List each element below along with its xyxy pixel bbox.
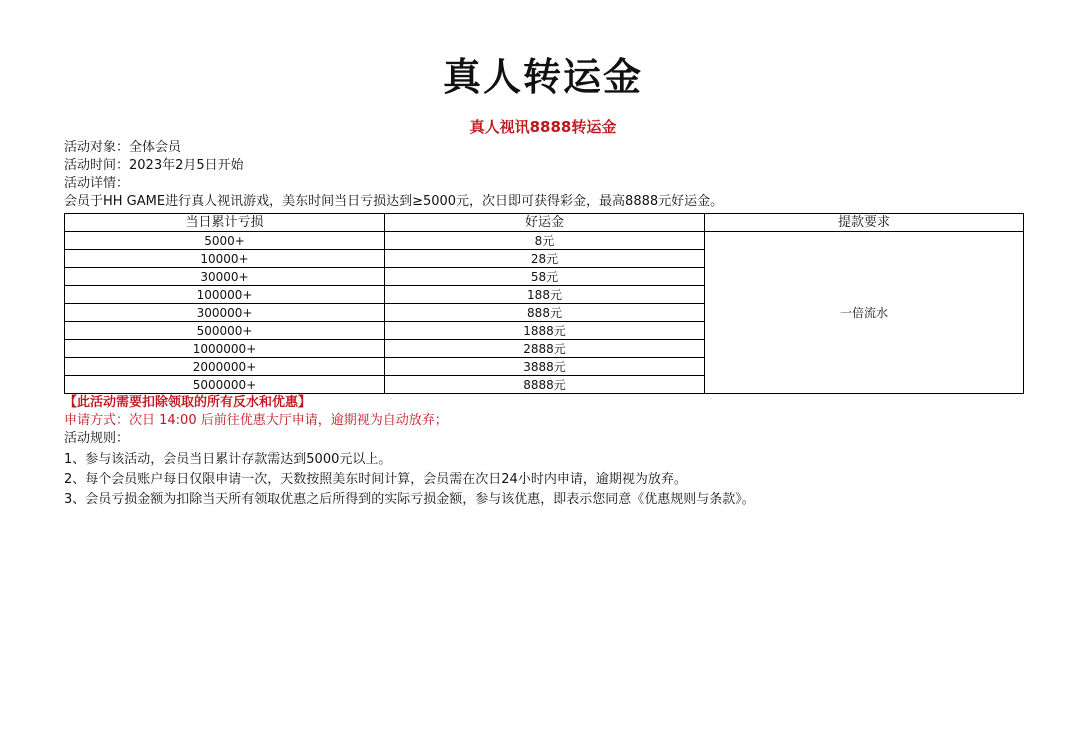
loss-cell: 5000+ bbox=[65, 232, 385, 250]
header-bonus: 好运金 bbox=[385, 214, 705, 232]
loss-cell: 2000000+ bbox=[65, 358, 385, 376]
bonus-cell: 188元 bbox=[385, 286, 705, 304]
header-withdraw-requirement: 提款要求 bbox=[705, 214, 1024, 232]
activity-time-text: 活动时间：2023年2月5日开始 bbox=[64, 158, 244, 173]
content-area bbox=[64, 139, 1026, 510]
activity-details-label: 活动详情： bbox=[64, 176, 130, 191]
loss-cell: 500000+ bbox=[65, 322, 385, 340]
rule-item: 3、会员亏损金额为扣除当天所有领取优惠之后所得到的实际亏损金额，参与该优惠，即表示您同意《优惠规则与条款》。 bbox=[64, 492, 755, 507]
deduct-notice: 【此活动需要扣除领取的所有反水和优惠】 bbox=[64, 395, 312, 410]
table-header-row bbox=[65, 214, 1024, 232]
bonus-cell: 888元 bbox=[385, 304, 705, 322]
bonus-cell: 8888元 bbox=[385, 376, 705, 394]
page-title: 真人转运金 bbox=[442, 55, 643, 99]
header-daily-loss: 当日累计亏损 bbox=[65, 214, 385, 232]
bonus-cell: 28元 bbox=[385, 250, 705, 268]
rules-list bbox=[64, 450, 1026, 510]
bonus-cell: 2888元 bbox=[385, 340, 705, 358]
bonus-cell: 1888元 bbox=[385, 322, 705, 340]
table-row bbox=[65, 232, 1024, 250]
withdraw-requirement-cell: 一倍流水 bbox=[705, 232, 1024, 394]
bonus-cell: 8元 bbox=[385, 232, 705, 250]
page-subtitle: 真人视讯8888转运金 bbox=[469, 118, 617, 136]
loss-cell: 30000+ bbox=[65, 268, 385, 286]
rule-item: 1、参与该活动，会员当日累计存款需达到5000元以上。 bbox=[64, 452, 392, 467]
rules-label: 活动规则： bbox=[64, 431, 130, 446]
loss-cell: 1000000+ bbox=[65, 340, 385, 358]
bonus-cell: 3888元 bbox=[385, 358, 705, 376]
loss-cell: 5000000+ bbox=[65, 376, 385, 394]
bonus-table bbox=[64, 213, 1024, 394]
loss-cell: 300000+ bbox=[65, 304, 385, 322]
apply-method: 申请方式：次日 14:00 后前往优惠大厅申请，逾期视为自动放弃； bbox=[64, 413, 448, 428]
loss-cell: 100000+ bbox=[65, 286, 385, 304]
loss-cell: 10000+ bbox=[65, 250, 385, 268]
bonus-cell: 58元 bbox=[385, 268, 705, 286]
rule-item: 2、每个会员账户每日仅限申请一次，天数按照美东时间计算，会员需在次日24小时内申请，逾期视为放弃。 bbox=[64, 472, 687, 487]
activity-description: 会员于HH GAME进行真人视讯游戏，美东时间当日亏损达到≥5000元，次日即可获得彩金，最高8888元好运金。 bbox=[64, 194, 724, 209]
target-members-text: 活动对象：全体会员 bbox=[64, 140, 182, 155]
